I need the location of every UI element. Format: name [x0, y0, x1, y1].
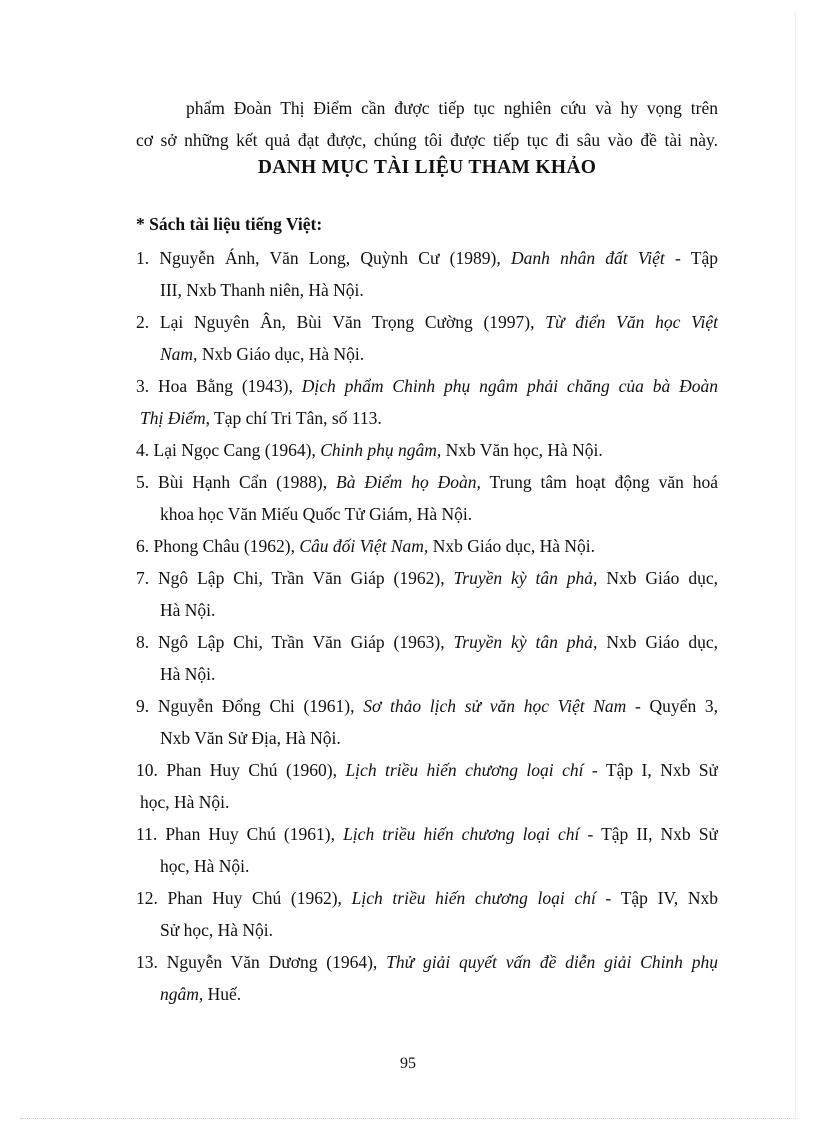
reference-line-2: III, Nxb Thanh niên, Hà Nội. [160, 280, 364, 300]
section-heading: * Sách tài liệu tiếng Việt: [136, 214, 323, 234]
reference-details: - Tập [664, 248, 718, 268]
reference-title: Lịch triều hiến chương loại chí [351, 888, 596, 908]
reference-line-2 [136, 978, 718, 1010]
reference-line-2: học, Hà Nội. [140, 792, 230, 812]
reference-authors: 10. Phan Huy Chú (1960), [136, 760, 346, 780]
reference-list [136, 242, 718, 1010]
reference-item [136, 946, 718, 1010]
reference-details: Nxb Giáo dục, Hà Nội. [197, 344, 365, 364]
reference-line-2: Nxb Văn Sử Địa, Hà Nội. [160, 728, 341, 748]
reference-title: Từ điển Văn học Việt [545, 312, 718, 332]
reference-details: - Tập IV, Nxb [595, 888, 718, 908]
reference-title-cont: Nam, [160, 344, 198, 364]
reference-title: Dịch phẩm Chinh phụ ngâm phải chăng của bà Đoàn [301, 376, 718, 396]
reference-authors: 8. Ngô Lập Chi, Trần Văn Giáp (1963), [136, 632, 454, 652]
reference-line-1 [136, 818, 718, 850]
reference-details: - Tập I, Nxb Sử [583, 760, 718, 780]
reference-item [136, 754, 718, 818]
reference-title-cont: ngâm, [160, 984, 204, 1004]
reference-item [136, 434, 718, 466]
reference-line-1 [136, 626, 718, 658]
reference-authors: 11. Phan Huy Chú (1961), [136, 824, 344, 844]
reference-title: Danh nhân đất Việt [510, 248, 665, 268]
reference-line-1 [136, 434, 718, 466]
reference-item [136, 818, 718, 882]
reference-title: Chinh phụ ngâm, [320, 440, 442, 460]
page-right-border [795, 12, 796, 1116]
reference-authors: 4. Lại Ngọc Cang (1964), [136, 440, 321, 460]
reference-item [136, 530, 718, 562]
intro-line-2: cơ sở những kết quả đạt được, chúng tôi được tiếp tục đi sâu vào đề tài này. [136, 130, 718, 150]
reference-authors: 5. Bùi Hạnh Cẩn (1988), [136, 472, 337, 492]
page-number: 95 [400, 1055, 416, 1072]
reference-authors: 9. Nguyễn Đổng Chi (1961), [136, 696, 364, 716]
intro-line-1: phẩm Đoàn Thị Điểm cần được tiếp tục nghiên cứu và hy vọng trên [186, 98, 718, 118]
reference-details: Nxb Giáo dục, [597, 632, 718, 652]
reference-details: Huế. [203, 984, 242, 1004]
reference-title: Truyền kỳ tân phả, [453, 632, 598, 652]
reference-details: - Tập II, Nxb Sử [579, 824, 718, 844]
reference-details: Nxb Giáo dục, [597, 568, 718, 588]
reference-authors: 7. Ngô Lập Chi, Trần Văn Giáp (1962), [136, 568, 454, 588]
reference-authors: 13. Nguyễn Văn Dương (1964), [136, 952, 387, 972]
reference-line-1 [136, 466, 718, 498]
reference-authors: 2. Lại Nguyên Ân, Bùi Văn Trọng Cường (1997), [136, 312, 546, 332]
reference-line-1 [136, 946, 718, 978]
reference-title: Lịch triều hiến chương loại chí [345, 760, 584, 780]
reference-line-1 [136, 242, 718, 274]
reference-title: Thử giải quyết vấn đề diễn giải Chinh phụ [386, 952, 718, 972]
reference-line-1 [136, 690, 718, 722]
reference-line-2 [136, 338, 718, 370]
reference-authors: 12. Phan Huy Chú (1962), [136, 888, 352, 908]
reference-details: Trung tâm hoạt động văn hoá [480, 472, 718, 492]
reference-title: Truyền kỳ tân phả, [453, 568, 598, 588]
reference-details: , Tạp chí Tri Tân, số 113. [205, 408, 382, 428]
reference-line-1 [136, 754, 718, 786]
reference-line-1 [136, 370, 718, 402]
reference-line-1 [136, 306, 718, 338]
reference-item [136, 882, 718, 946]
reference-item [136, 562, 718, 626]
reference-title: Lịch triều hiến chương loại chí [343, 824, 580, 844]
page-title: DANH MỤC TÀI LIỆU THAM KHẢO [257, 157, 597, 178]
page-bottom-border [20, 1118, 796, 1119]
reference-details: Nxb Văn học, Hà Nội. [441, 440, 603, 460]
reference-line-1 [136, 882, 718, 914]
reference-details: Nxb Giáo dục, Hà Nội. [428, 536, 596, 556]
reference-authors: 3. Hoa Bằng (1943), [136, 376, 302, 396]
reference-authors: 6. Phong Châu (1962), [136, 536, 300, 556]
reference-line-2: khoa học Văn Miếu Quốc Tử Giám, Hà Nội. [160, 504, 473, 524]
reference-item [136, 690, 718, 754]
reference-authors: 1. Nguyễn Ánh, Văn Long, Quỳnh Cư (1989), [136, 248, 511, 268]
reference-line-2: học, Hà Nội. [160, 856, 250, 876]
reference-line-2 [136, 402, 718, 434]
intro-paragraph [136, 92, 718, 156]
reference-item [136, 626, 718, 690]
reference-title: Câu đối Việt Nam, [299, 536, 429, 556]
reference-item [136, 242, 718, 306]
reference-line-1 [136, 530, 718, 562]
reference-title: Sơ thảo lịch sử văn học Việt Nam [363, 696, 627, 716]
reference-line-2: Sử học, Hà Nội. [160, 920, 274, 940]
reference-item [136, 306, 718, 370]
reference-title-cont: Thị Điểm [140, 408, 206, 428]
reference-line-1 [136, 562, 718, 594]
reference-item [136, 466, 718, 530]
reference-title: Bà Điểm họ Đoàn, [336, 472, 481, 492]
reference-line-2: Hà Nội. [160, 664, 216, 684]
reference-item [136, 370, 718, 434]
reference-details: - Quyển 3, [626, 696, 718, 716]
reference-line-2: Hà Nội. [160, 600, 216, 620]
